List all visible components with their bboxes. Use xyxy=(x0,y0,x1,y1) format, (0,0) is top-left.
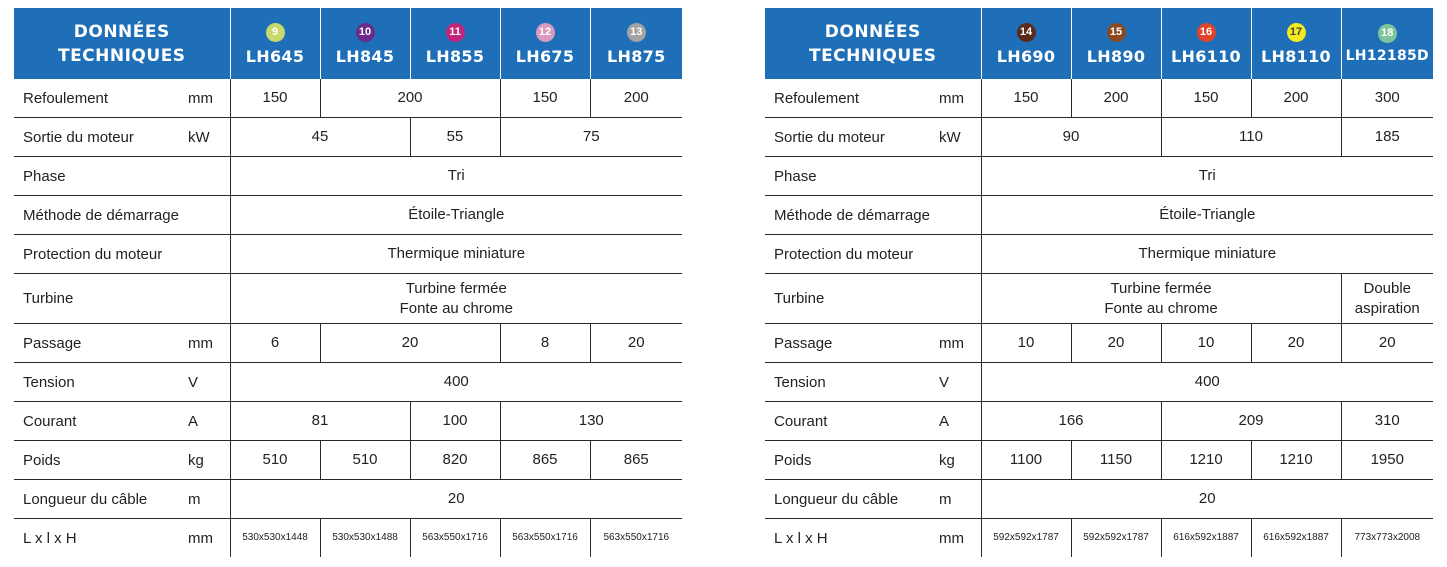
value-cell: Étoile-Triangle xyxy=(981,196,1433,235)
value-cell: 200 xyxy=(590,79,682,118)
model-number-badge: 14 xyxy=(1017,23,1036,42)
row-unit: kg xyxy=(184,441,230,480)
value-cell: 45 xyxy=(230,118,410,157)
value-cell: 150 xyxy=(500,79,590,118)
row-label: Méthode de démarrage xyxy=(14,196,230,235)
model-number-badge: 10 xyxy=(356,23,375,42)
model-number-badge: 13 xyxy=(627,23,646,42)
model-header xyxy=(981,8,1071,79)
value-cell: Thermique miniature xyxy=(230,235,682,274)
row-label: L x l x H xyxy=(774,529,828,547)
value-cell: Tri xyxy=(981,157,1433,196)
row-unit: A xyxy=(935,402,981,441)
model-header xyxy=(590,8,682,79)
value-line: aspiration xyxy=(1354,299,1420,317)
value-cell: 20 xyxy=(981,480,1433,519)
value-cell: 510 xyxy=(230,441,320,480)
value-cell: 592x592x1787 xyxy=(1071,519,1161,558)
row-unit: mm xyxy=(935,79,981,118)
value-cell: 592x592x1787 xyxy=(981,519,1071,558)
row-refoulement xyxy=(765,79,1433,118)
value-cell: 150 xyxy=(230,79,320,118)
row-label: Courant xyxy=(765,402,935,441)
row-poids xyxy=(14,441,682,480)
spec-table-right xyxy=(765,8,1433,557)
row-label: Phase xyxy=(765,157,981,196)
value-cell: 865 xyxy=(590,441,682,480)
value-cell: 1210 xyxy=(1161,441,1251,480)
header-row xyxy=(765,8,1433,79)
value-cell: 90 xyxy=(981,118,1161,157)
row-label: Longueur du câble xyxy=(14,480,184,519)
value-cell: 150 xyxy=(1161,79,1251,118)
header-row xyxy=(14,8,682,79)
value-cell: 55 xyxy=(410,118,500,157)
model-number-badge: 9 xyxy=(266,23,285,42)
value-cell: 300 xyxy=(1341,79,1433,118)
row-refoulement xyxy=(14,79,682,118)
row-unit: mm xyxy=(188,529,213,547)
value-cell: 563x550x1716 xyxy=(590,519,682,558)
row-label: Longueur du câble xyxy=(765,480,935,519)
model-number-badge: 17 xyxy=(1287,23,1306,42)
value-cell: 865 xyxy=(500,441,590,480)
row-label: Sortie du moteur xyxy=(765,118,935,157)
row-sortie-moteur xyxy=(765,118,1433,157)
model-name: LH675 xyxy=(515,46,575,66)
value-cell: 20 xyxy=(1071,324,1161,363)
model-number-badge: 15 xyxy=(1107,23,1126,42)
model-header xyxy=(1161,8,1251,79)
value-line: Fonte au chrome xyxy=(399,299,513,317)
row-label: Refoulement xyxy=(765,79,935,118)
value-cell: 100 xyxy=(410,402,500,441)
value-cell: 110 xyxy=(1161,118,1341,157)
row-unit: m xyxy=(184,480,230,519)
value-cell: 530x530x1448 xyxy=(230,519,320,558)
row-label: Passage xyxy=(765,324,935,363)
row-label: Passage xyxy=(14,324,184,363)
value-cell: 81 xyxy=(230,402,410,441)
value-cell: 820 xyxy=(410,441,500,480)
model-header xyxy=(500,8,590,79)
value-line: Turbine fermée xyxy=(405,279,507,297)
row-longueur-cable xyxy=(765,480,1433,519)
row-label: Turbine xyxy=(765,274,981,324)
row-protection-moteur xyxy=(14,235,682,274)
model-header xyxy=(410,8,500,79)
row-phase xyxy=(14,157,682,196)
value-cell: 209 xyxy=(1161,402,1341,441)
row-methode-demarrage xyxy=(765,196,1433,235)
row-unit: m xyxy=(935,480,981,519)
row-label: Courant xyxy=(14,402,184,441)
value-cell: Thermique miniature xyxy=(981,235,1433,274)
row-unit: A xyxy=(184,402,230,441)
value-cell: 400 xyxy=(981,363,1433,402)
value-cell xyxy=(1341,274,1433,324)
model-header xyxy=(1071,8,1161,79)
header-title-line1: DONNÉES xyxy=(73,21,170,42)
model-name: LH645 xyxy=(245,46,305,66)
row-unit: kW xyxy=(184,118,230,157)
value-cell: Étoile-Triangle xyxy=(230,196,682,235)
value-cell: 773x773x2008 xyxy=(1341,519,1433,558)
row-tension xyxy=(765,363,1433,402)
model-header xyxy=(1251,8,1341,79)
value-cell: 563x550x1716 xyxy=(500,519,590,558)
value-cell: 563x550x1716 xyxy=(410,519,500,558)
value-cell: 20 xyxy=(230,480,682,519)
model-name: LH690 xyxy=(996,46,1056,66)
value-cell: Tri xyxy=(230,157,682,196)
value-cell: 166 xyxy=(981,402,1161,441)
spec-table-left xyxy=(14,8,682,557)
row-sortie-moteur xyxy=(14,118,682,157)
row-passage xyxy=(14,324,682,363)
model-name: LH890 xyxy=(1086,46,1146,66)
header-title-line1: DONNÉES xyxy=(824,21,921,42)
row-label: Tension xyxy=(765,363,935,402)
model-number-badge: 12 xyxy=(536,23,555,42)
value-cell: 130 xyxy=(500,402,682,441)
value-line: Turbine fermée xyxy=(1110,279,1212,297)
value-cell: 310 xyxy=(1341,402,1433,441)
model-header xyxy=(320,8,410,79)
row-unit: mm xyxy=(184,79,230,118)
value-cell: 1950 xyxy=(1341,441,1433,480)
row-unit: mm xyxy=(184,324,230,363)
row-longueur-cable xyxy=(14,480,682,519)
row-unit: kW xyxy=(935,118,981,157)
row-passage xyxy=(765,324,1433,363)
value-cell: 185 xyxy=(1341,118,1433,157)
value-cell: 200 xyxy=(1071,79,1161,118)
row-courant xyxy=(14,402,682,441)
value-cell xyxy=(230,274,682,324)
row-unit: V xyxy=(935,363,981,402)
value-cell: 10 xyxy=(981,324,1071,363)
value-line: Fonte au chrome xyxy=(1104,299,1218,317)
header-title xyxy=(14,8,230,79)
value-line: Double xyxy=(1363,279,1412,297)
model-name: LH875 xyxy=(607,46,666,66)
row-label: Poids xyxy=(14,441,184,480)
row-unit: mm xyxy=(939,529,964,547)
header-title-line2: TECHNIQUES xyxy=(808,45,937,66)
value-cell: 510 xyxy=(320,441,410,480)
row-dimensions xyxy=(14,519,682,558)
value-cell: 6 xyxy=(230,324,320,363)
row-turbine xyxy=(765,274,1433,324)
value-cell: 75 xyxy=(500,118,682,157)
row-label: L x l x H xyxy=(23,529,77,547)
value-cell: 1100 xyxy=(981,441,1071,480)
value-cell: 20 xyxy=(320,324,500,363)
value-cell: 1150 xyxy=(1071,441,1161,480)
model-number-badge: 11 xyxy=(446,23,465,42)
row-label: Sortie du moteur xyxy=(14,118,184,157)
model-name: LH855 xyxy=(425,46,485,66)
value-cell: 616x592x1887 xyxy=(1161,519,1251,558)
value-cell: 616x592x1887 xyxy=(1251,519,1341,558)
model-number-badge: 16 xyxy=(1197,23,1216,42)
row-poids xyxy=(765,441,1433,480)
value-cell xyxy=(981,274,1341,324)
value-cell: 530x530x1488 xyxy=(320,519,410,558)
row-courant xyxy=(765,402,1433,441)
model-number-badge: 18 xyxy=(1378,24,1397,43)
row-label: Méthode de démarrage xyxy=(765,196,981,235)
row-unit: mm xyxy=(935,324,981,363)
header-title xyxy=(765,8,981,79)
model-header xyxy=(230,8,320,79)
row-phase xyxy=(765,157,1433,196)
value-cell: 20 xyxy=(590,324,682,363)
model-name: LH6110 xyxy=(1171,46,1241,66)
value-cell: 150 xyxy=(981,79,1071,118)
value-cell: 400 xyxy=(230,363,682,402)
row-label: Phase xyxy=(14,157,230,196)
row-turbine xyxy=(14,274,682,324)
model-name: LH845 xyxy=(335,46,395,66)
value-cell: 8 xyxy=(500,324,590,363)
model-name: LH8110 xyxy=(1261,46,1331,66)
header-title-line2: TECHNIQUES xyxy=(57,45,186,66)
row-label: Poids xyxy=(765,441,935,480)
row-label: Protection du moteur xyxy=(765,235,981,274)
row-unit: kg xyxy=(935,441,981,480)
row-tension xyxy=(14,363,682,402)
value-cell: 20 xyxy=(1341,324,1433,363)
value-cell: 200 xyxy=(1251,79,1341,118)
model-header xyxy=(1341,8,1433,79)
value-cell: 10 xyxy=(1161,324,1251,363)
row-unit: V xyxy=(184,363,230,402)
value-cell: 20 xyxy=(1251,324,1341,363)
row-dimensions xyxy=(765,519,1433,558)
row-protection-moteur xyxy=(765,235,1433,274)
model-name: LH12185D xyxy=(1345,48,1429,64)
row-methode-demarrage xyxy=(14,196,682,235)
value-cell: 200 xyxy=(320,79,500,118)
row-label: Turbine xyxy=(14,274,230,324)
row-label: Tension xyxy=(14,363,184,402)
value-cell: 1210 xyxy=(1251,441,1341,480)
row-label: Refoulement xyxy=(14,79,184,118)
row-label: Protection du moteur xyxy=(14,235,230,274)
